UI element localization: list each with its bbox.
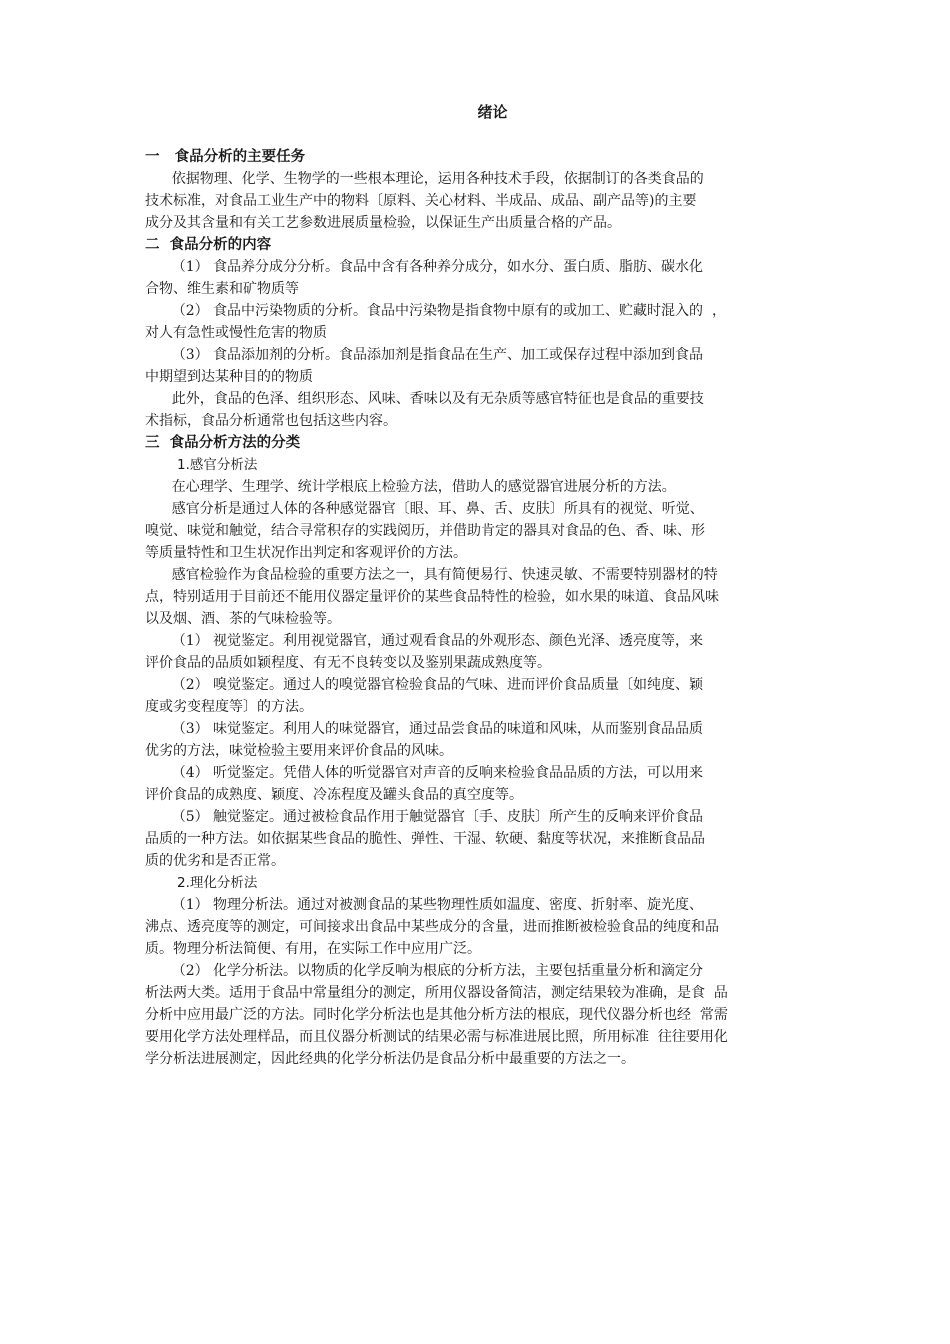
text-line: 术指标，食品分析通常也包括这些内容。	[145, 413, 397, 429]
text-line: 度或劣变程度等〕的方法。	[145, 699, 313, 715]
paragraph	[145, 718, 823, 762]
text-line: 析法两大类。适用于食品中常量组分的测定，所用仪器设备简洁，测定结果较为准确，是食 品	[145, 985, 728, 1001]
text-line: （5） 触觉鉴定。通过被检食品作用于触觉器官〔手、皮肤〕所产生的反响来评价食品	[145, 809, 704, 825]
paragraph	[145, 168, 823, 234]
section-heading: 二 食品分析的内容	[145, 237, 272, 253]
text-line: 质。物理分析法简便、有用，在实际工作中应用广泛。	[145, 941, 481, 957]
text-line: 质的优劣和是否正常。	[145, 853, 285, 869]
text-line: （2） 嗅觉鉴定。通过人的嗅觉器官检验食品的气味、进而评价食品质量〔如纯度、颖	[145, 677, 704, 693]
text-line: （4） 听觉鉴定。凭借人体的听觉器官对声音的反响来检验食品品质的方法，可以用来	[145, 765, 704, 781]
subsection-heading: 1.感官分析法	[177, 457, 258, 473]
paragraph	[145, 762, 823, 806]
text-line: （3） 食品添加剂的分析。食品添加剂是指食品在生产、加工或保存过程中添加到食品	[145, 347, 704, 363]
paragraph	[145, 300, 823, 344]
text-line: 要用化学方法处理样品，而且仪器分析测试的结果必需与标准进展比照，所用标准 往往要用化	[145, 1029, 728, 1045]
text-line: 成分及其含量和有关工艺参数进展质量检验，以保证生产出质量合格的产品。	[145, 215, 621, 231]
text-line: 评价食品的成熟度、颖度、冷冻程度及罐头食品的真空度等。	[145, 787, 523, 803]
text-line: 点，特别适用于目前还不能用仪器定量评价的某些食品特性的检验，如水果的味道、食品风味	[145, 589, 719, 605]
subsection-heading: 2.理化分析法	[177, 875, 258, 891]
text-line: 对人有急性或慢性危害的物质	[145, 325, 327, 341]
text-line: （1） 物理分析法。通过对被测食品的某些物理性质如温度、密度、折射率、旋光度、	[145, 897, 704, 913]
text-line: 嗅觉、味觉和触觉，结合寻常积存的实践阅历，并借助肯定的器具对食品的色、香、味、形	[145, 523, 705, 539]
text-line: （2） 化学分析法。以物质的化学反响为根底的分析方法，主要包括重量分析和滴定分	[145, 963, 704, 979]
text-line: （3） 味觉鉴定。利用人的味觉器官，通过品尝食品的味道和风味，从而鉴别食品品质	[145, 721, 704, 737]
text-line: （1） 食品养分成分分析。食品中含有各种养分成分，如水分、蛋白质、脂肪、碳水化	[145, 259, 704, 275]
text-line: 学分析法进展测定，因此经典的化学分析法仍是食品分析中最重要的方法之一。	[145, 1051, 635, 1067]
text-line: 沸点、透亮度等的测定，可间接求出食品中某些成分的含量，进而推断被检验食品的纯度和品	[145, 919, 719, 935]
paragraph	[145, 630, 823, 674]
text-line: 以及烟、酒、茶的气味检验等。	[145, 611, 341, 627]
text-line: 依据物理、化学、生物学的一些根本理论，运用各种技术手段，依据制订的各类食品的	[145, 171, 704, 187]
text-line: （2） 食品中污染物质的分析。食品中污染物是指食物中原有的或加工、贮藏时混入的 ，	[145, 303, 726, 319]
text-line: 感官分析是通过人体的各种感觉器官〔眼、耳、鼻、舌、皮肤〕所具有的视觉、听觉、	[145, 501, 704, 517]
text-line: 此外，食品的色泽、组织形态、风味、香味以及有无杂质等感官特征也是食品的重要技	[145, 391, 704, 407]
paragraph	[145, 344, 823, 388]
text-line: 评价食品的品质如颖程度、有无不良转变以及鉴别果蔬成熟度等。	[145, 655, 551, 671]
document-title: 绪论	[477, 103, 508, 121]
document-body	[145, 146, 823, 1070]
paragraph	[145, 256, 823, 300]
text-line: 优劣的方法，味觉检验主要用来评价食品的风味。	[145, 743, 453, 759]
paragraph	[145, 498, 823, 564]
section-heading: 三 食品分析方法的分类	[145, 435, 301, 451]
section-heading: 一 食品分析的主要任务	[145, 149, 306, 165]
text-line: 技术标准，对食品工业生产中的物料〔原料、关心材料、半成品、成品、副产品等)的主要	[145, 193, 697, 209]
text-line: 感官检验作为食品检验的重要方法之一，具有简便易行、快速灵敏、不需要特别器材的特	[145, 567, 718, 583]
text-line: （1） 视觉鉴定。利用视觉器官，通过观看食品的外观形态、颜色光泽、透亮度等，来	[145, 633, 704, 649]
text-line: 品质的一种方法。如依据某些食品的脆性、弹性、干湿、软硬、黏度等状况，来推断食品品	[145, 831, 705, 847]
text-line: 在心理学、生理学、统计学根底上检验方法，借助人的感觉器官进展分析的方法。	[145, 479, 676, 495]
text-line: 合物、维生素和矿物质等	[145, 281, 299, 297]
text-line: 中期望到达某种目的的物质	[145, 369, 313, 385]
text-line: 等质量特性和卫生状况作出判定和客观评价的方法。	[145, 545, 467, 561]
text-line: 分析中应用最广泛的方法。同时化学分析法也是其他分析方法的根底，现代仪器分析也经 常需	[145, 1007, 728, 1023]
paragraph	[145, 476, 823, 498]
paragraph	[145, 806, 823, 872]
paragraph	[145, 388, 823, 432]
paragraph	[145, 894, 823, 960]
paragraph	[145, 564, 823, 630]
paragraph	[145, 674, 823, 718]
paragraph	[145, 960, 823, 1070]
